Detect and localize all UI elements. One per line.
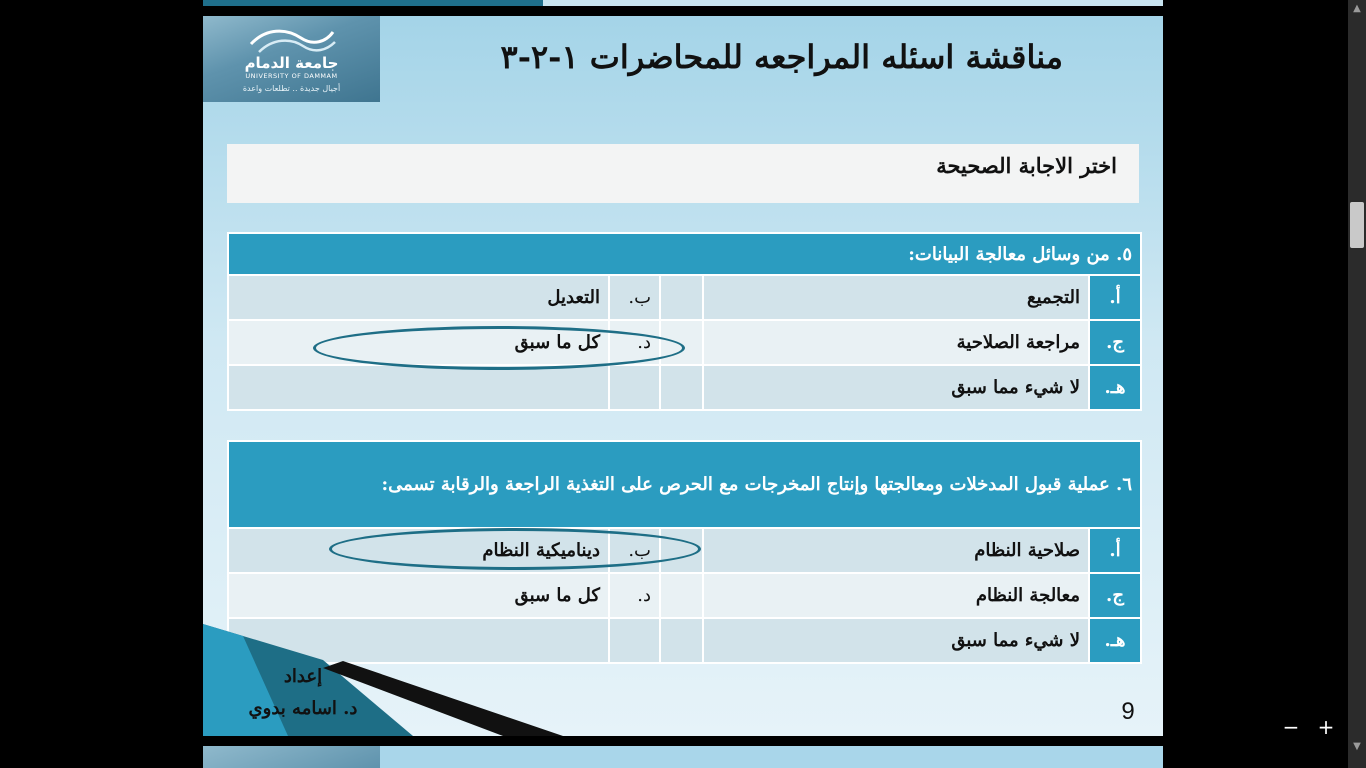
option-text: كل ما سبق: [228, 573, 609, 618]
zoom-in-button[interactable]: +: [1317, 715, 1335, 739]
option-letter: د.: [609, 320, 660, 365]
scroll-thumb[interactable]: [1350, 202, 1364, 248]
next-slide-logo: [203, 746, 380, 768]
option-spacer: [660, 573, 703, 618]
option-text: لا شيء مما سبق: [703, 365, 1089, 410]
option-text: ديناميكية النظام: [228, 528, 609, 573]
slide-title: مناقشة اسئله المراجعه للمحاضرات ١-٢-٣: [500, 38, 1063, 76]
option-row: [228, 275, 1141, 320]
logo-english-name: UNIVERSITY OF DAMMAM: [245, 72, 338, 80]
previous-slide-stripe: [203, 0, 543, 6]
wave-logo-icon: [241, 24, 341, 58]
option-letter: هـ.: [1089, 618, 1141, 663]
previous-slide-edge[interactable]: [203, 0, 1163, 6]
option-letter: هـ.: [1089, 365, 1141, 410]
option-text: صلاحية النظام: [703, 528, 1089, 573]
logo-tagline: أجيال جديدة .. تطلعات واعدة: [242, 84, 341, 93]
option-letter: ب.: [609, 275, 660, 320]
option-spacer: [660, 618, 703, 663]
answer-circle-q6: [329, 528, 701, 570]
vertical-scrollbar[interactable]: [1348, 0, 1366, 768]
option-text: مراجعة الصلاحية: [703, 320, 1089, 365]
slide-page: [203, 16, 1163, 736]
instruction-box: اختر الاجابة الصحيحة: [227, 144, 1139, 203]
zoom-out-button[interactable]: −: [1282, 715, 1300, 739]
scroll-down-icon[interactable]: ▼: [1353, 741, 1361, 752]
option-letter: د.: [609, 573, 660, 618]
question-text: ٥. من وسائل معالجة البيانات:: [228, 233, 1141, 275]
credit-label: إعداد: [283, 666, 323, 687]
answer-circle-q5: [313, 326, 685, 370]
option-letter: ب.: [609, 528, 660, 573]
next-slide-edge[interactable]: [203, 746, 1163, 768]
option-text: [228, 365, 609, 410]
option-text: التجميع: [703, 275, 1089, 320]
option-text: كل ما سبق: [228, 320, 609, 365]
option-letter: أ.: [1089, 528, 1141, 573]
option-text: التعديل: [228, 275, 609, 320]
credit-name: د. اسامه بدوي: [248, 698, 358, 719]
scroll-up-icon[interactable]: ▲: [1353, 3, 1361, 14]
question-table-5: [227, 232, 1142, 411]
option-letter: ج.: [1089, 320, 1141, 365]
university-logo: [203, 16, 380, 102]
page-number: 9: [1121, 698, 1135, 725]
question-text: ٦. عملية قبول المدخلات ومعالجتها وإنتاج المخرجات مع الحرص على التغذية الراجعة والرقابة تسمى:: [228, 441, 1141, 528]
option-row: [228, 573, 1141, 618]
option-letter: أ.: [1089, 275, 1141, 320]
option-spacer: [660, 275, 703, 320]
option-letter: [609, 618, 660, 663]
option-spacer: [660, 365, 703, 410]
option-text: معالجة النظام: [703, 573, 1089, 618]
option-row: [228, 365, 1141, 410]
option-text: لا شيء مما سبق: [703, 618, 1089, 663]
option-letter: ج.: [1089, 573, 1141, 618]
option-letter: [609, 365, 660, 410]
logo-arabic-name: جامعة الدمام: [244, 54, 339, 72]
